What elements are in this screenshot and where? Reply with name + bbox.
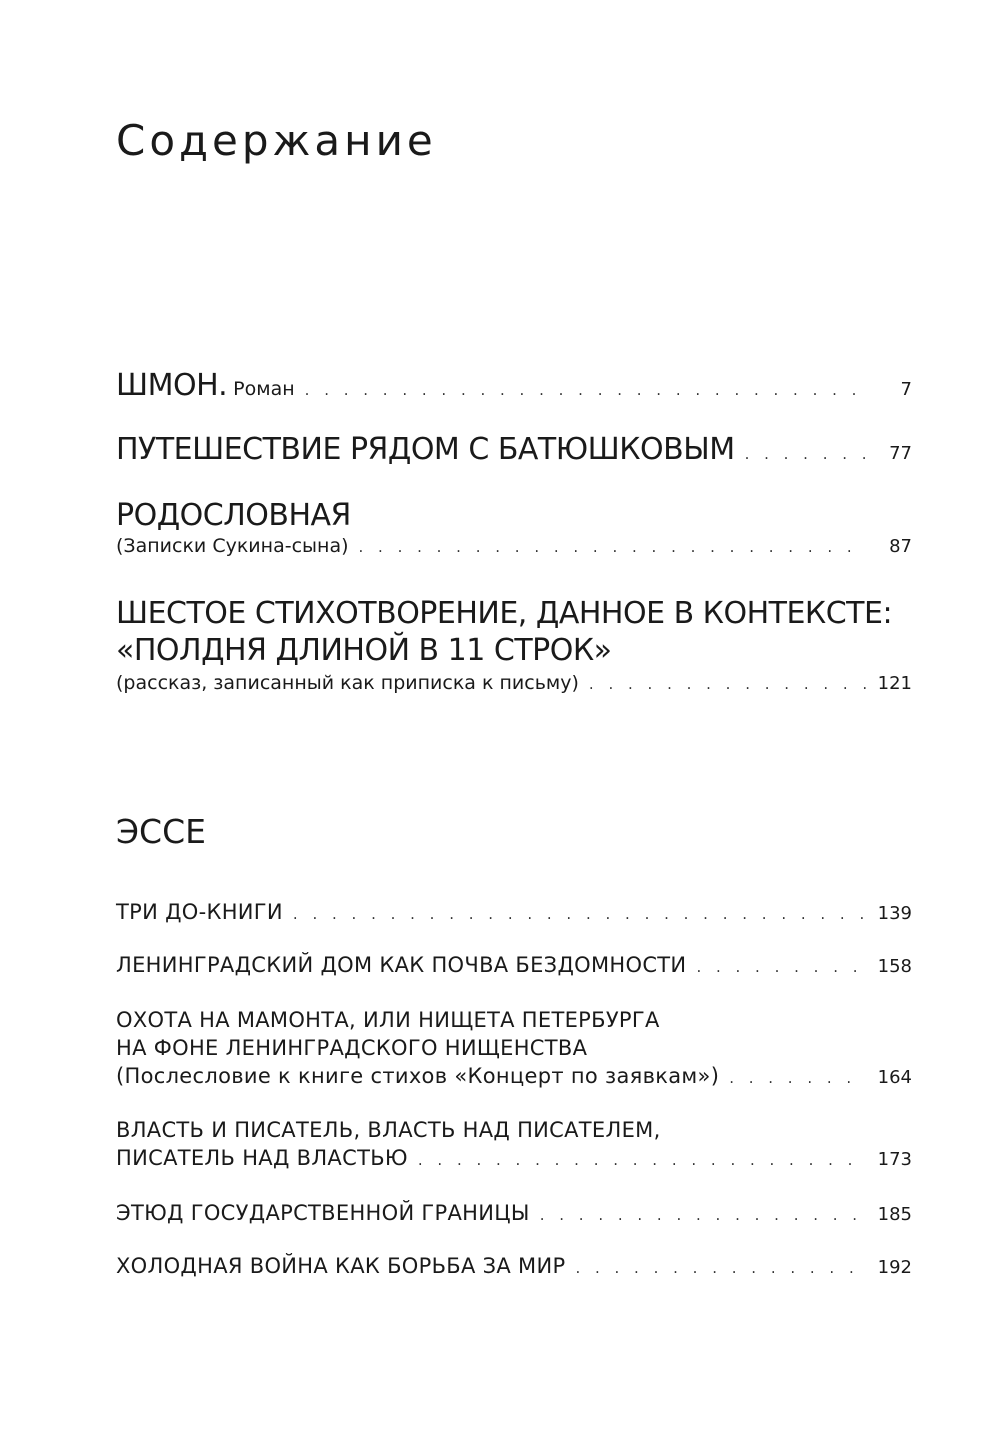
dot-leader	[305, 380, 866, 399]
toc-entry-suffix: Роман	[233, 378, 295, 400]
page-title: Содержание	[116, 116, 437, 165]
toc-essay-okhota-na-mamonta[interactable]	[116, 1008, 912, 1088]
toc-entry-title: РОДОСЛОВНАЯ	[116, 498, 351, 533]
dot-leader	[418, 1150, 866, 1169]
page-number: 121	[877, 673, 912, 694]
toc-entry-subtitle: (рассказ, записанный как приписка к письму)	[116, 672, 579, 694]
essay-subtitle: (Послесловие к книге стихов «Концерт по заявкам»)	[116, 1064, 720, 1088]
toc-essay-tri-do-knigi[interactable]	[116, 900, 912, 924]
toc-entry-title: ПУТЕШЕСТВИЕ РЯДОМ С БАТЮШКОВЫМ	[116, 432, 735, 467]
essay-title: ЛЕНИНГРАДСКИЙ ДОМ КАК ПОЧВА БЕЗДОМНОСТИ	[116, 953, 687, 977]
toc-entry-title-line: «ПОЛДНЯ ДЛИНОЙ В 11 СТРОК»	[116, 633, 612, 668]
toc-entry-title-line: ШЕСТОЕ СТИХОТВОРЕНИЕ, ДАННОЕ В КОНТЕКСТЕ:	[116, 596, 893, 631]
toc-essay-kholodnaya-voyna[interactable]	[116, 1254, 912, 1278]
toc-entry-subtitle: (Записки Сукина-сына)	[116, 535, 349, 557]
essay-title-line: ВЛАСТЬ И ПИСАТЕЛЬ, ВЛАСТЬ НАД ПИСАТЕЛЕМ,	[116, 1118, 661, 1142]
dot-leader	[293, 904, 866, 923]
dot-leader	[575, 1258, 866, 1277]
toc-entry-rodoslovnaya[interactable]	[116, 498, 912, 557]
essay-title-line: НА ФОНЕ ЛЕНИНГРАДСКОГО НИЩЕНСТВА	[116, 1036, 588, 1060]
essay-title-line: ОХОТА НА МАМОНТА, ИЛИ НИЩЕТА ПЕТЕРБУРГА	[116, 1008, 660, 1032]
toc-entry-shestoe[interactable]	[116, 596, 912, 694]
page-number: 139	[877, 903, 912, 924]
dot-leader	[745, 444, 866, 463]
page-number: 164	[877, 1067, 912, 1088]
section-heading-essays: ЭССЕ	[116, 812, 206, 851]
essay-title-line: ПИСАТЕЛЬ НАД ВЛАСТЬЮ	[116, 1146, 408, 1170]
dot-leader	[359, 537, 867, 556]
toc-entry-batyushkov[interactable]	[116, 432, 912, 467]
essay-title: ХОЛОДНАЯ ВОЙНА КАК БОРЬБА ЗА МИР	[116, 1254, 566, 1278]
dot-leader	[540, 1205, 866, 1224]
toc-entry-title: ШМОН.	[116, 368, 228, 403]
page-number: 158	[877, 956, 912, 977]
dot-leader	[696, 957, 866, 976]
page-number: 173	[877, 1149, 912, 1170]
dot-leader	[729, 1068, 866, 1087]
dot-leader	[589, 674, 866, 693]
page-number: 192	[877, 1257, 912, 1278]
toc-essay-vlast-i-pisatel[interactable]	[116, 1118, 912, 1170]
page-number: 77	[889, 443, 912, 464]
page-number: 87	[889, 536, 912, 557]
toc-entry-shmon[interactable]	[116, 368, 912, 403]
toc-essay-leningradskiy-dom[interactable]	[116, 953, 912, 977]
page-number: 7	[900, 379, 912, 400]
essay-title: ЭТЮД ГОСУДАРСТВЕННОЙ ГРАНИЦЫ	[116, 1201, 530, 1225]
page-number: 185	[877, 1204, 912, 1225]
toc-essay-etyud[interactable]	[116, 1201, 912, 1225]
essay-title: ТРИ ДО-КНИГИ	[116, 900, 283, 924]
